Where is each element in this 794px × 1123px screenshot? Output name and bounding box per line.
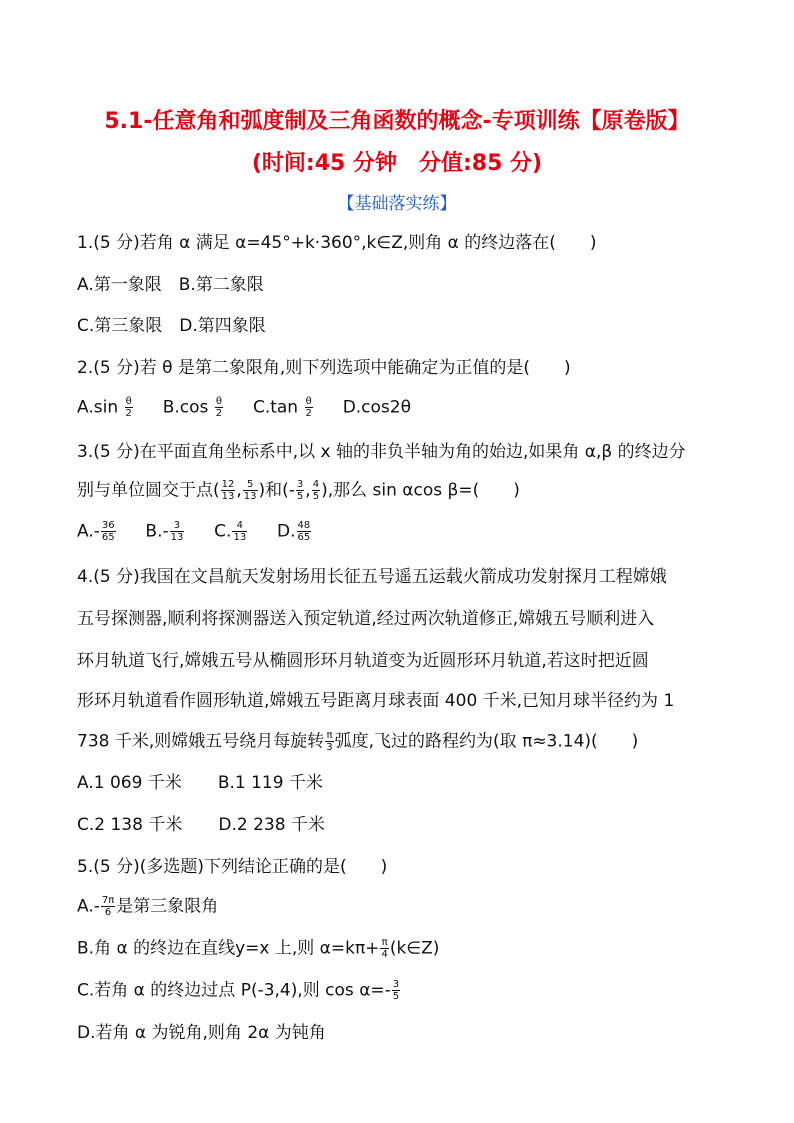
question-5-option-b: B.角 α 的终边在直线y=x 上,则 α=kπ+ $\frac{\pi}{4}$ (k∈Z) [77,937,440,960]
fraction: $\frac{\theta}{2}$ [305,396,312,419]
fraction: $\frac{12}{13}$ [221,479,235,502]
question-5-stem: 5.(5 分)(多选题)下列结论正确的是( ) [77,857,388,877]
fraction: $\frac{3}{13}$ [170,520,184,543]
fraction: $\frac{48}{65}$ [297,520,311,543]
question-3-line-1: 3.(5 分)在平面直角坐标系中,以 x 轴的非负半轴为角的始边,如果角 α,β 的终边分 [77,442,686,462]
option-d-label: D.cos2θ [342,397,412,418]
question-5-option-a: A.- $\frac{7\pi}{6}$ 是第三象限角 [77,895,219,918]
question-5-option-c: C.若角 α 的终边过点 P(-3,4),则 cos α=- $\frac{3}{5}$ [77,979,400,1002]
question-2-options [77,396,411,419]
option-a-label: A.sin [77,397,119,418]
fraction: $\frac{\pi}{4}$ [381,937,388,960]
fraction: $\frac{7\pi}{6}$ [101,895,115,918]
fraction: $\frac{3}{5}$ [392,979,400,1002]
fraction: $\frac{4}{13}$ [233,520,247,543]
question-2-stem: 2.(5 分)若 θ 是第二象限角,则下列选项中能确定为正值的是( ) [77,358,571,378]
question-4-options-cd: C.2 138 千米 D.2 238 千米 [77,815,325,835]
question-3-options: A.- $\frac{36}{65}$ B.- $\frac{3}{13}$ C. $\frac{4}{13}$ D. $\frac{48}{65}$ [77,520,311,543]
document-subtitle: (时间:45 分钟 分值:85 分) [251,151,543,176]
fraction: $\frac{36}{65}$ [101,520,115,543]
question-4-line-4: 形环月轨道看作圆形轨道,嫦娥五号距离月球表面 400 千米,已知月球半径约为 1 [77,691,675,711]
question-1-options-cd: C.第三象限 D.第四象限 [77,316,266,336]
question-1-options-ab: A.第一象限 B.第二象限 [77,275,264,295]
fraction: $\frac{\pi}{3}$ [326,730,333,753]
document-title: 5.1-任意角和弧度制及三角函数的概念-专项训练【原卷版】 [104,109,690,134]
fraction: $\frac{4}{5}$ [312,479,320,502]
question-4-line-2: 五号探测器,顺利将探测器送入预定轨道,经过两次轨道修正,嫦娥五号顺利进入 [77,609,655,629]
question-4-line-1: 4.(5 分)我国在文昌航天发射场用长征五号遥五运载火箭成功发射探月工程嫦娥 [77,567,667,587]
fraction: $\frac{\theta}{2}$ [125,396,132,419]
question-3-line-2: 别与单位圆交于点( $\frac{12}{13}$ , $\frac{5}{13}$ )和(- $\frac{3}{5}$ , $\frac{4}{5}$ ),那么 sin αcos β=( ) [77,479,520,502]
question-4-options-ab: A.1 069 千米 B.1 119 千米 [77,773,323,793]
question-1-stem: 1.(5 分)若角 α 满足 α=45°+k·360°,k∈Z,则角 α 的终边落在( ) [77,233,597,253]
fraction: $\frac{\theta}{2}$ [215,396,223,419]
section-heading: 【基础落实练】 [337,194,457,214]
option-b-label: B.cos [162,397,209,418]
fraction: $\frac{3}{5}$ [296,479,304,502]
question-5-option-d: D.若角 α 为锐角,则角 2α 为钝角 [77,1023,326,1043]
option-c-label: C.tan [252,397,299,418]
question-4-line-5: 738 千米,则嫦娥五号绕月每旋转 $\frac{\pi}{3}$ 弧度,飞过的路程约为(取 π≈3.14)( ) [77,730,639,753]
fraction: $\frac{5}{13}$ [243,479,257,502]
question-4-line-3: 环月轨道飞行,嫦娥五号从椭圆形环月轨道变为近圆形环月轨道,若这时把近圆 [77,651,649,671]
